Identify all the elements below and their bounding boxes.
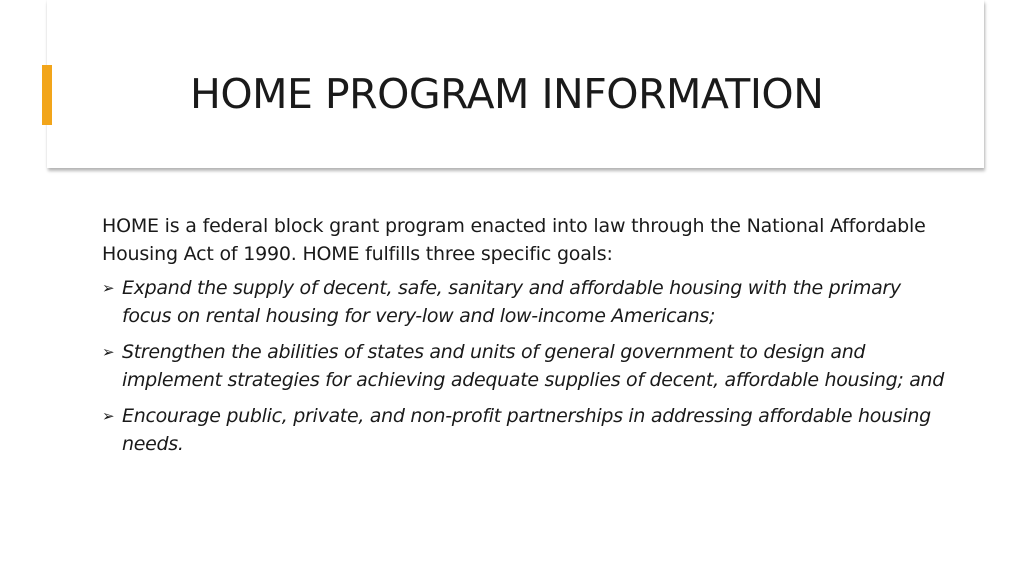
goal-item-2: [102, 338, 952, 394]
arrow-bullet-icon: ➢: [102, 279, 115, 297]
goal-item-1: [102, 274, 952, 330]
arrow-bullet-icon: ➢: [102, 343, 115, 361]
goals-list: [102, 274, 952, 458]
title-accent-bar: [42, 65, 52, 125]
intro-paragraph: HOME is a federal block grant program enacted into law through the National Affordable Housing Act of 1990. HOME fulfills three specific goals:: [102, 215, 926, 265]
goal-text-1: Expand the supply of decent, safe, sanitary and affordable housing with the primary focus on rental housing for very-low and low-income Americans;: [122, 277, 901, 327]
goal-text-2: Strengthen the abilities of states and units of general government to design and implement strategies for achieving adequate supplies of decent, affordable housing; and: [122, 341, 945, 391]
slide-body: [102, 212, 952, 466]
goal-text-3: Encourage public, private, and non-profit partnerships in addressing affordable housing needs.: [122, 405, 931, 455]
goal-item-3: [102, 402, 952, 458]
arrow-bullet-icon: ➢: [102, 407, 115, 425]
slide-title: HOME PROGRAM INFORMATION: [190, 70, 824, 118]
